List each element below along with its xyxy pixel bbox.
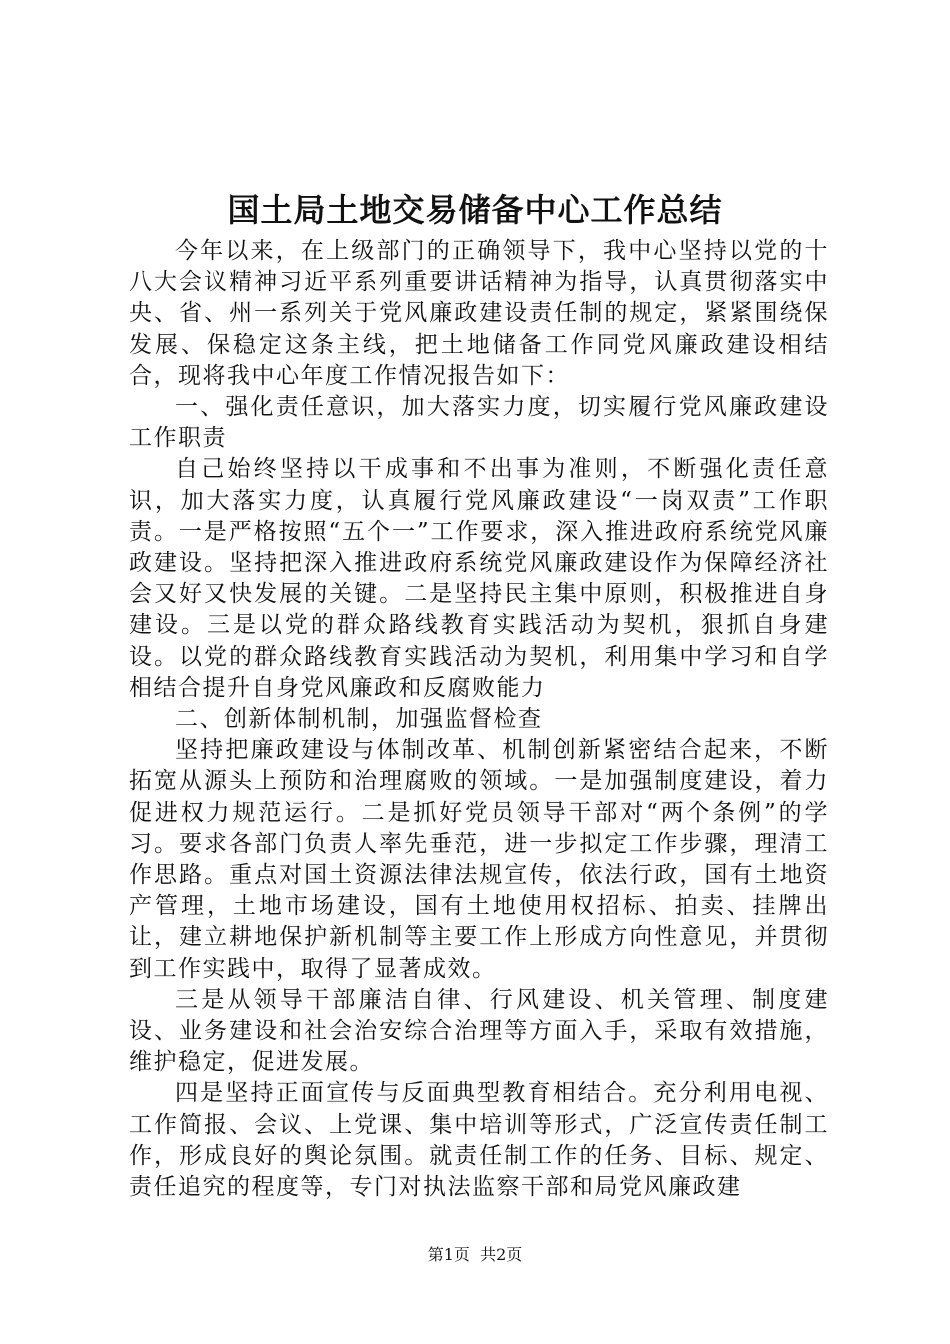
heading-section-1: 一、强化责任意识，加大落实力度，切实履行党风廉政建设工作职责 (129, 394, 829, 452)
heading-section-2: 二、创新体制机制，加强监督检查 (175, 706, 543, 733)
document-body (129, 236, 829, 1203)
paragraph-section-3: 三是从领导干部廉洁自律、行风建设、机关管理、制度建设、业务建设和社会治安综合治理等方面入手，采取有效措施，维护稳定，促进发展。 (129, 986, 829, 1076)
document-title: 国土局土地交易储备中心工作总结 (227, 191, 723, 229)
page-footer (0, 1244, 950, 1266)
paragraph-section-2: 坚持把廉政建设与体制改革、机制创新紧密结合起来，不断拓宽从源头上预防和治理腐败的领域。一是加强制度建设，着力促进权力规范运行。二是抓好党员领导干部对“两个条例”的学习。要求各部门负责人率先垂范，进一步拟定工作步骤，理清工作思路。重点对国土资源法律法规宣传，依法行政，国有土地资产管理，土地市场建设，国有土地使用权招标、拍卖、挂牌出让，建立耕地保护新机制等主要工作上形成方向性意见，并贯彻到工作实践中，取得了显著成效。 (129, 737, 829, 982)
footer-separator (470, 1245, 480, 1264)
paragraph-section-4: 四是坚持正面宣传与反面典型教育相结合。充分利用电视、工作简报、会议、上党课、集中培训等形式，广泛宣传责任制工作，形成良好的舆论氛围。就责任制工作的任务、目标、规定、责任追究的程度等，专门对执法监察干部和局党风廉政建 (129, 1080, 829, 1201)
page-total: 共2页 (480, 1245, 523, 1264)
paragraph-section-1: 自己始终坚持以干成事和不出事为准则，不断强化责任意识，加大落实力度，认真履行党风廉政建设“一岗双责”工作职责。一是严格按照“五个一”工作要求，深入推进政府系统党风廉政建设。坚持把深入推进政府系统党风廉政建设作为保障经济社会又好又快发展的关键。二是坚持民主集中原则，积极推进自身建设。三是以党的群众路线教育实践活动为契机，狠抓自身建设。以党的群众路线教育实践活动为契机，利用集中学习和自学相结合提升自身党风廉政和反腐败能力 (129, 456, 829, 701)
page-number: 第1页 (427, 1245, 470, 1264)
paragraph-intro: 今年以来，在上级部门的正确领导下，我中心坚持以党的十八大会议精神习近平系列重要讲话精神为指导，认真贯彻落实中央、省、州一系列关于党风廉政建设责任制的规定，紧紧围绕保发展、保稳定这条主线，把土地储备工作同党风廉政建设相结合，现将我中心年度工作情况报告如下： (129, 238, 829, 389)
